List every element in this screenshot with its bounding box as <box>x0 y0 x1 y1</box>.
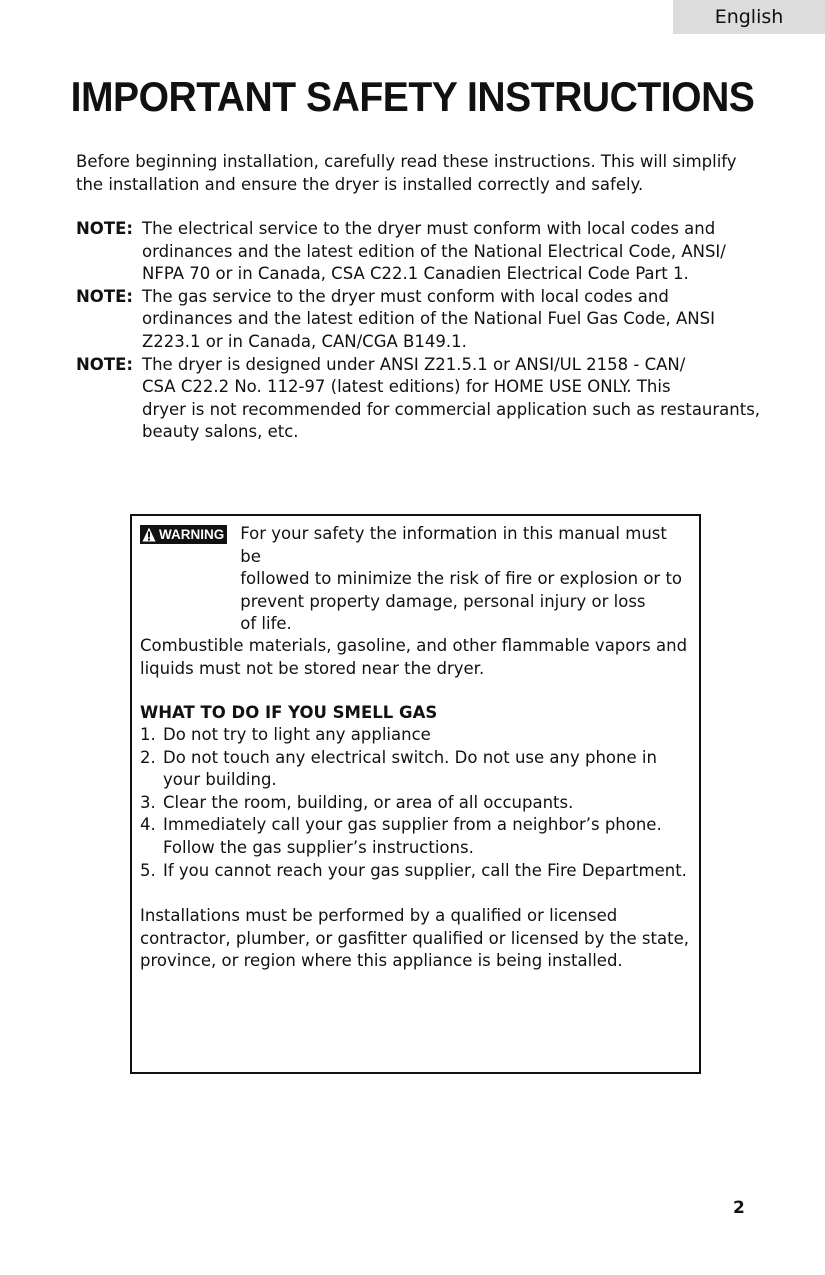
step-number: 2. <box>140 747 156 767</box>
step-number: 1. <box>140 725 156 744</box>
combustible-paragraph: Combustible materials, gasoline, and other flammable vapors and liquids must not be stored near the dryer. <box>140 636 688 678</box>
step-text: Do not touch any electrical switch. Do not use any phone in your building. <box>163 747 657 790</box>
note-text: The electrical service to the dryer must conform with local codes and ordinances and the latest edition of the National Electrical Code, ANSI/ NFPA 70 or in Canada, CSA C22.1 Canadien Electrical Code Part 1. <box>142 219 726 284</box>
note-electrical <box>76 218 766 286</box>
list-item <box>140 747 695 792</box>
list-item <box>140 860 695 883</box>
language-tab: English <box>673 0 825 34</box>
step-number: 4. <box>140 815 156 835</box>
page-title: IMPORTANT SAFETY INSTRUCTIONS <box>70 73 755 120</box>
step-text: Clear the room, building, or area of all occupants. <box>163 792 574 812</box>
page-number: 2 <box>733 1198 745 1218</box>
step-text: Do not try to light any appliance <box>163 725 431 744</box>
warning-triangle-icon <box>142 527 156 542</box>
smell-gas-heading: WHAT TO DO IF YOU SMELL GAS <box>140 703 438 722</box>
step-number: 5. <box>140 860 156 880</box>
note-label: NOTE: <box>76 286 133 306</box>
note-gas <box>76 286 766 354</box>
note-text: The dryer is designed under ANSI Z21.5.1 or ANSI/UL 2158 - CAN/ CSA C22.2 No. 112-97 (latest editions) for HOME USE ONLY. This dryer is not recommended for commercial application such as restaurants, beauty salons, etc. <box>142 354 761 442</box>
warning-badge <box>140 525 227 544</box>
note-text: The gas service to the dryer must conform with local codes and ordinances and the latest edition of the National Fuel Gas Code, ANSI Z223.1 or in Canada, CAN/CGA B149.1. <box>142 286 715 351</box>
intro-paragraph: Before beginning installation, carefully read these instructions. This will simplify the installation and ensure the dryer is installed correctly and safely. <box>76 152 737 194</box>
warning-badge-label: WARNING <box>159 527 225 542</box>
list-item <box>140 724 695 747</box>
warning-box <box>130 514 701 1074</box>
note-label: NOTE: <box>76 219 133 238</box>
step-number: 3. <box>140 792 156 812</box>
note-label: NOTE: <box>76 354 133 374</box>
smell-gas-steps <box>140 724 695 882</box>
notes-section <box>76 218 766 444</box>
step-text: Immediately call your gas supplier from a neighbor’s phone. Follow the gas supplier’s instructions. <box>163 815 662 857</box>
warning-text: For your safety the information in this manual must be followed to minimize the risk of fire or explosion or to prevent property damage, personal injury or loss of life. <box>240 524 683 634</box>
warning-header <box>140 523 685 636</box>
list-item <box>140 792 695 815</box>
installation-paragraph: Installations must be performed by a qualified or licensed contractor, plumber, or gasfitter qualified or licensed by the state, province, or region where this appliance is being installed. <box>140 906 689 971</box>
list-item <box>140 814 695 859</box>
note-home-use <box>76 354 766 444</box>
step-text: If you cannot reach your gas supplier, call the Fire Department. <box>163 860 687 880</box>
